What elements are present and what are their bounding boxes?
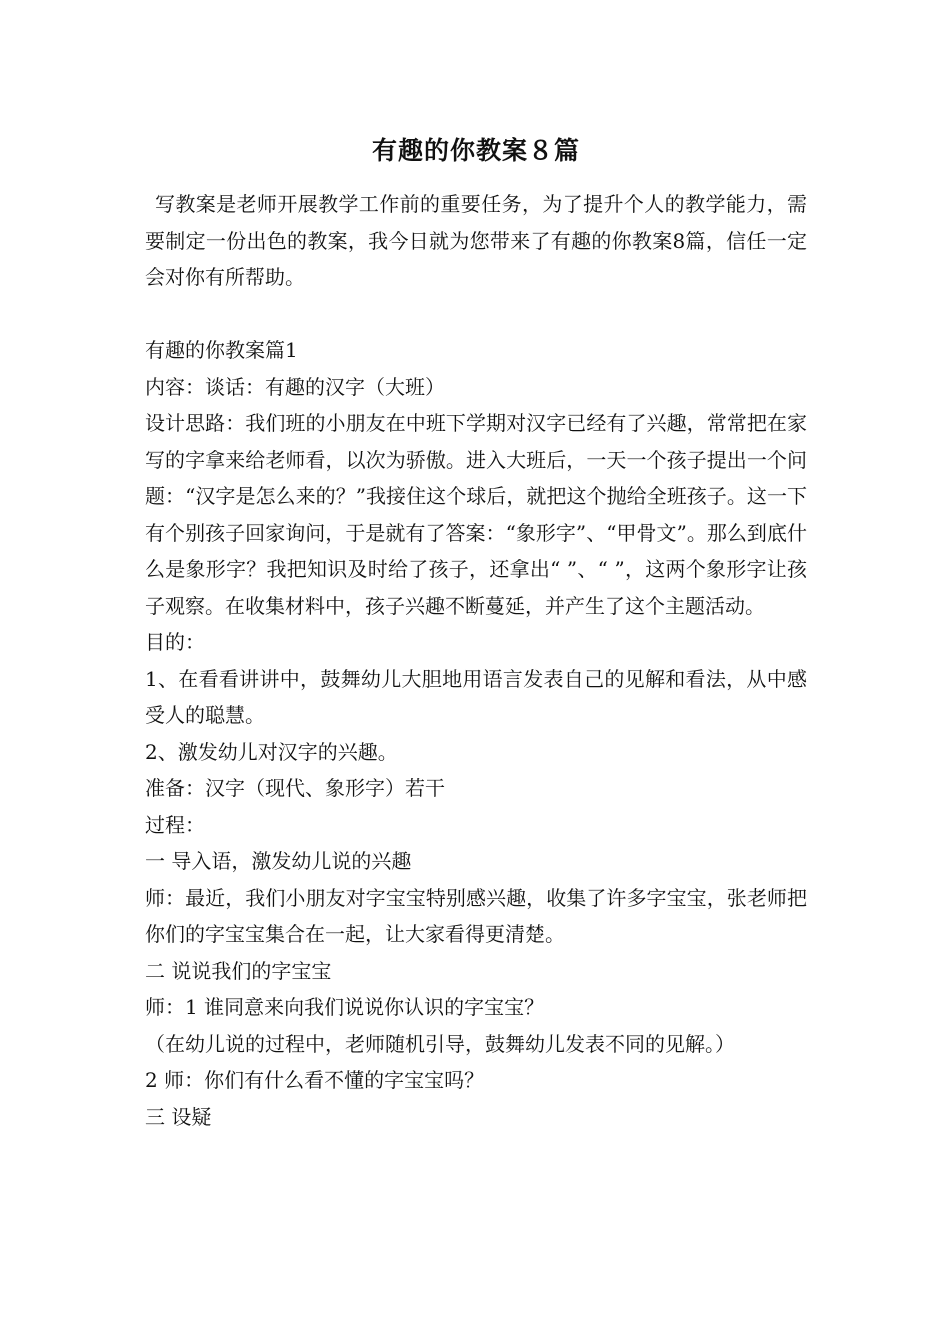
preparation-line: 准备：汉字（现代、象形字）若干 [145, 776, 445, 800]
step-one-heading: 一 导入语，激发幼儿说的兴趣 [145, 849, 412, 873]
teacher-line-2: 师：1 谁同意来向我们说说你认识的字宝宝？ [145, 995, 545, 1019]
intro-paragraph: 写教案是老师开展教学工作前的重要任务，为了提升个人的教学能力，需要制定一份出色的教案，我今日就为您带来了有趣的你教案8篇，信任一定会对你有所帮助。 [145, 192, 807, 289]
process-heading: 过程： [145, 812, 205, 837]
content-line: 内容：谈话：有趣的汉字（大班） [145, 374, 445, 399]
section-heading-1: 有趣的你教案篇1 [145, 338, 298, 362]
goal-item-1: 1、在看看讲讲中，鼓舞幼儿大胆地用语言发表自己的见解和看法，从中感受人的聪慧。 [145, 666, 807, 727]
step-two-heading: 二 说说我们的字宝宝 [145, 958, 332, 983]
paragraph-gap [145, 296, 807, 333]
teacher-line-3: 2 师：你们有什么看不懂的字宝宝吗？ [145, 1068, 485, 1092]
goal-heading: 目的： [145, 630, 205, 654]
teacher-line-1: 师：最近，我们小朋友对字宝宝特别感兴趣，收集了许多字宝宝，张老师把你们的字宝宝集合在一起，让大家看得更清楚。 [145, 885, 807, 946]
goal-item-2: 2、激发幼儿对汉字的兴趣。 [145, 739, 398, 764]
document-title: 有趣的你教案８篇 [371, 136, 580, 165]
guidance-note: （在幼儿说的过程中，老师随机引导，鼓舞幼儿发表不同的见解。） [145, 1031, 735, 1056]
design-idea-paragraph: 设计思路：我们班的小朋友在中班下学期对汉字已经有了兴趣，常常把在家写的字拿来给老师看，以次为骄傲。进入大班后，一天一个孩子提出一个问题：“汉字是怎么来的？”我接住这个球后，就把这个抛给全班孩子。这一下有个别孩子回家询问，于是就有了答案：“象形字”、“甲骨文”。那么到底什么是象形字？我把知识及时给了孩子，还拿出“ ”、“ ”，这两个象形字让孩子观察。在收集材料中，孩子兴趣不断蔓延，并产生了这个主题活动。 [145, 411, 807, 618]
document-page [145, 128, 807, 1135]
step-three-heading: 三 设疑 [145, 1104, 212, 1129]
